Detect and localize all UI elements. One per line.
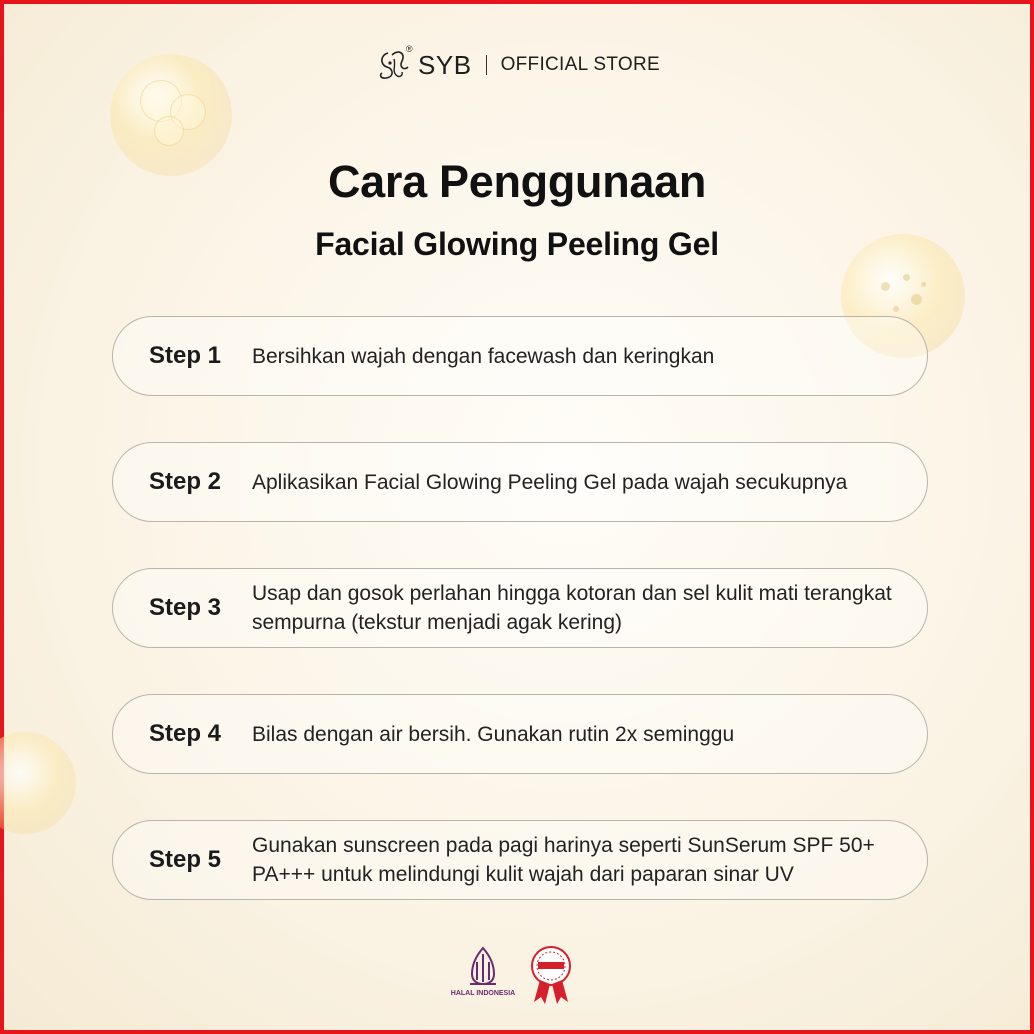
step-label: Step 2: [149, 468, 222, 495]
header-divider: [486, 55, 487, 75]
halal-label: HALAL INDONESIA: [450, 990, 516, 997]
certification-badges: [4, 944, 1030, 1006]
page-title: Cara Penggunaan: [327, 156, 707, 207]
step-text: Aplikasikan Facial Glowing Peeling Gel pada wajah secukupnya: [252, 470, 848, 494]
step-item: [112, 442, 928, 522]
step-text: Bersihkan wajah dengan facewash dan keringkan: [252, 344, 715, 368]
store-header: [4, 42, 1030, 88]
brand-logo: [374, 45, 472, 85]
steps-list: [112, 316, 928, 946]
step-item: [112, 820, 928, 900]
step-text: Bilas dengan air bersih. Gunakan rutin 2x seminggu: [252, 722, 735, 746]
step-label: Step 5: [149, 846, 222, 873]
step-text: Usap dan gosok perlahan hingga kotoran dan sel kulit mati terangkat sempurna (tekstur menjadi agak kering): [252, 582, 892, 634]
award-rosette-icon: [526, 944, 576, 1006]
brand-name: [406, 43, 472, 81]
step-text: Gunakan sunscreen pada pagi harinya seperti SunSerum SPF 50+ PA+++ untuk melindungi kulit wajah dari paparan sinar UV: [252, 834, 875, 886]
brand-name-text: SYB: [418, 49, 472, 80]
step-label: Step 3: [149, 594, 222, 621]
product-subtitle: Facial Glowing Peeling Gel: [315, 226, 719, 262]
store-label: OFFICIAL STORE: [500, 54, 660, 75]
step-item: [112, 694, 928, 774]
registered-mark: ®: [406, 43, 414, 54]
step-item: [112, 316, 928, 396]
step-label: Step 4: [149, 720, 222, 747]
step-item: [112, 568, 928, 648]
step-label: Step 1: [149, 342, 222, 369]
halal-indonesia-icon: [450, 944, 516, 1006]
decorative-bubble: [0, 732, 76, 834]
